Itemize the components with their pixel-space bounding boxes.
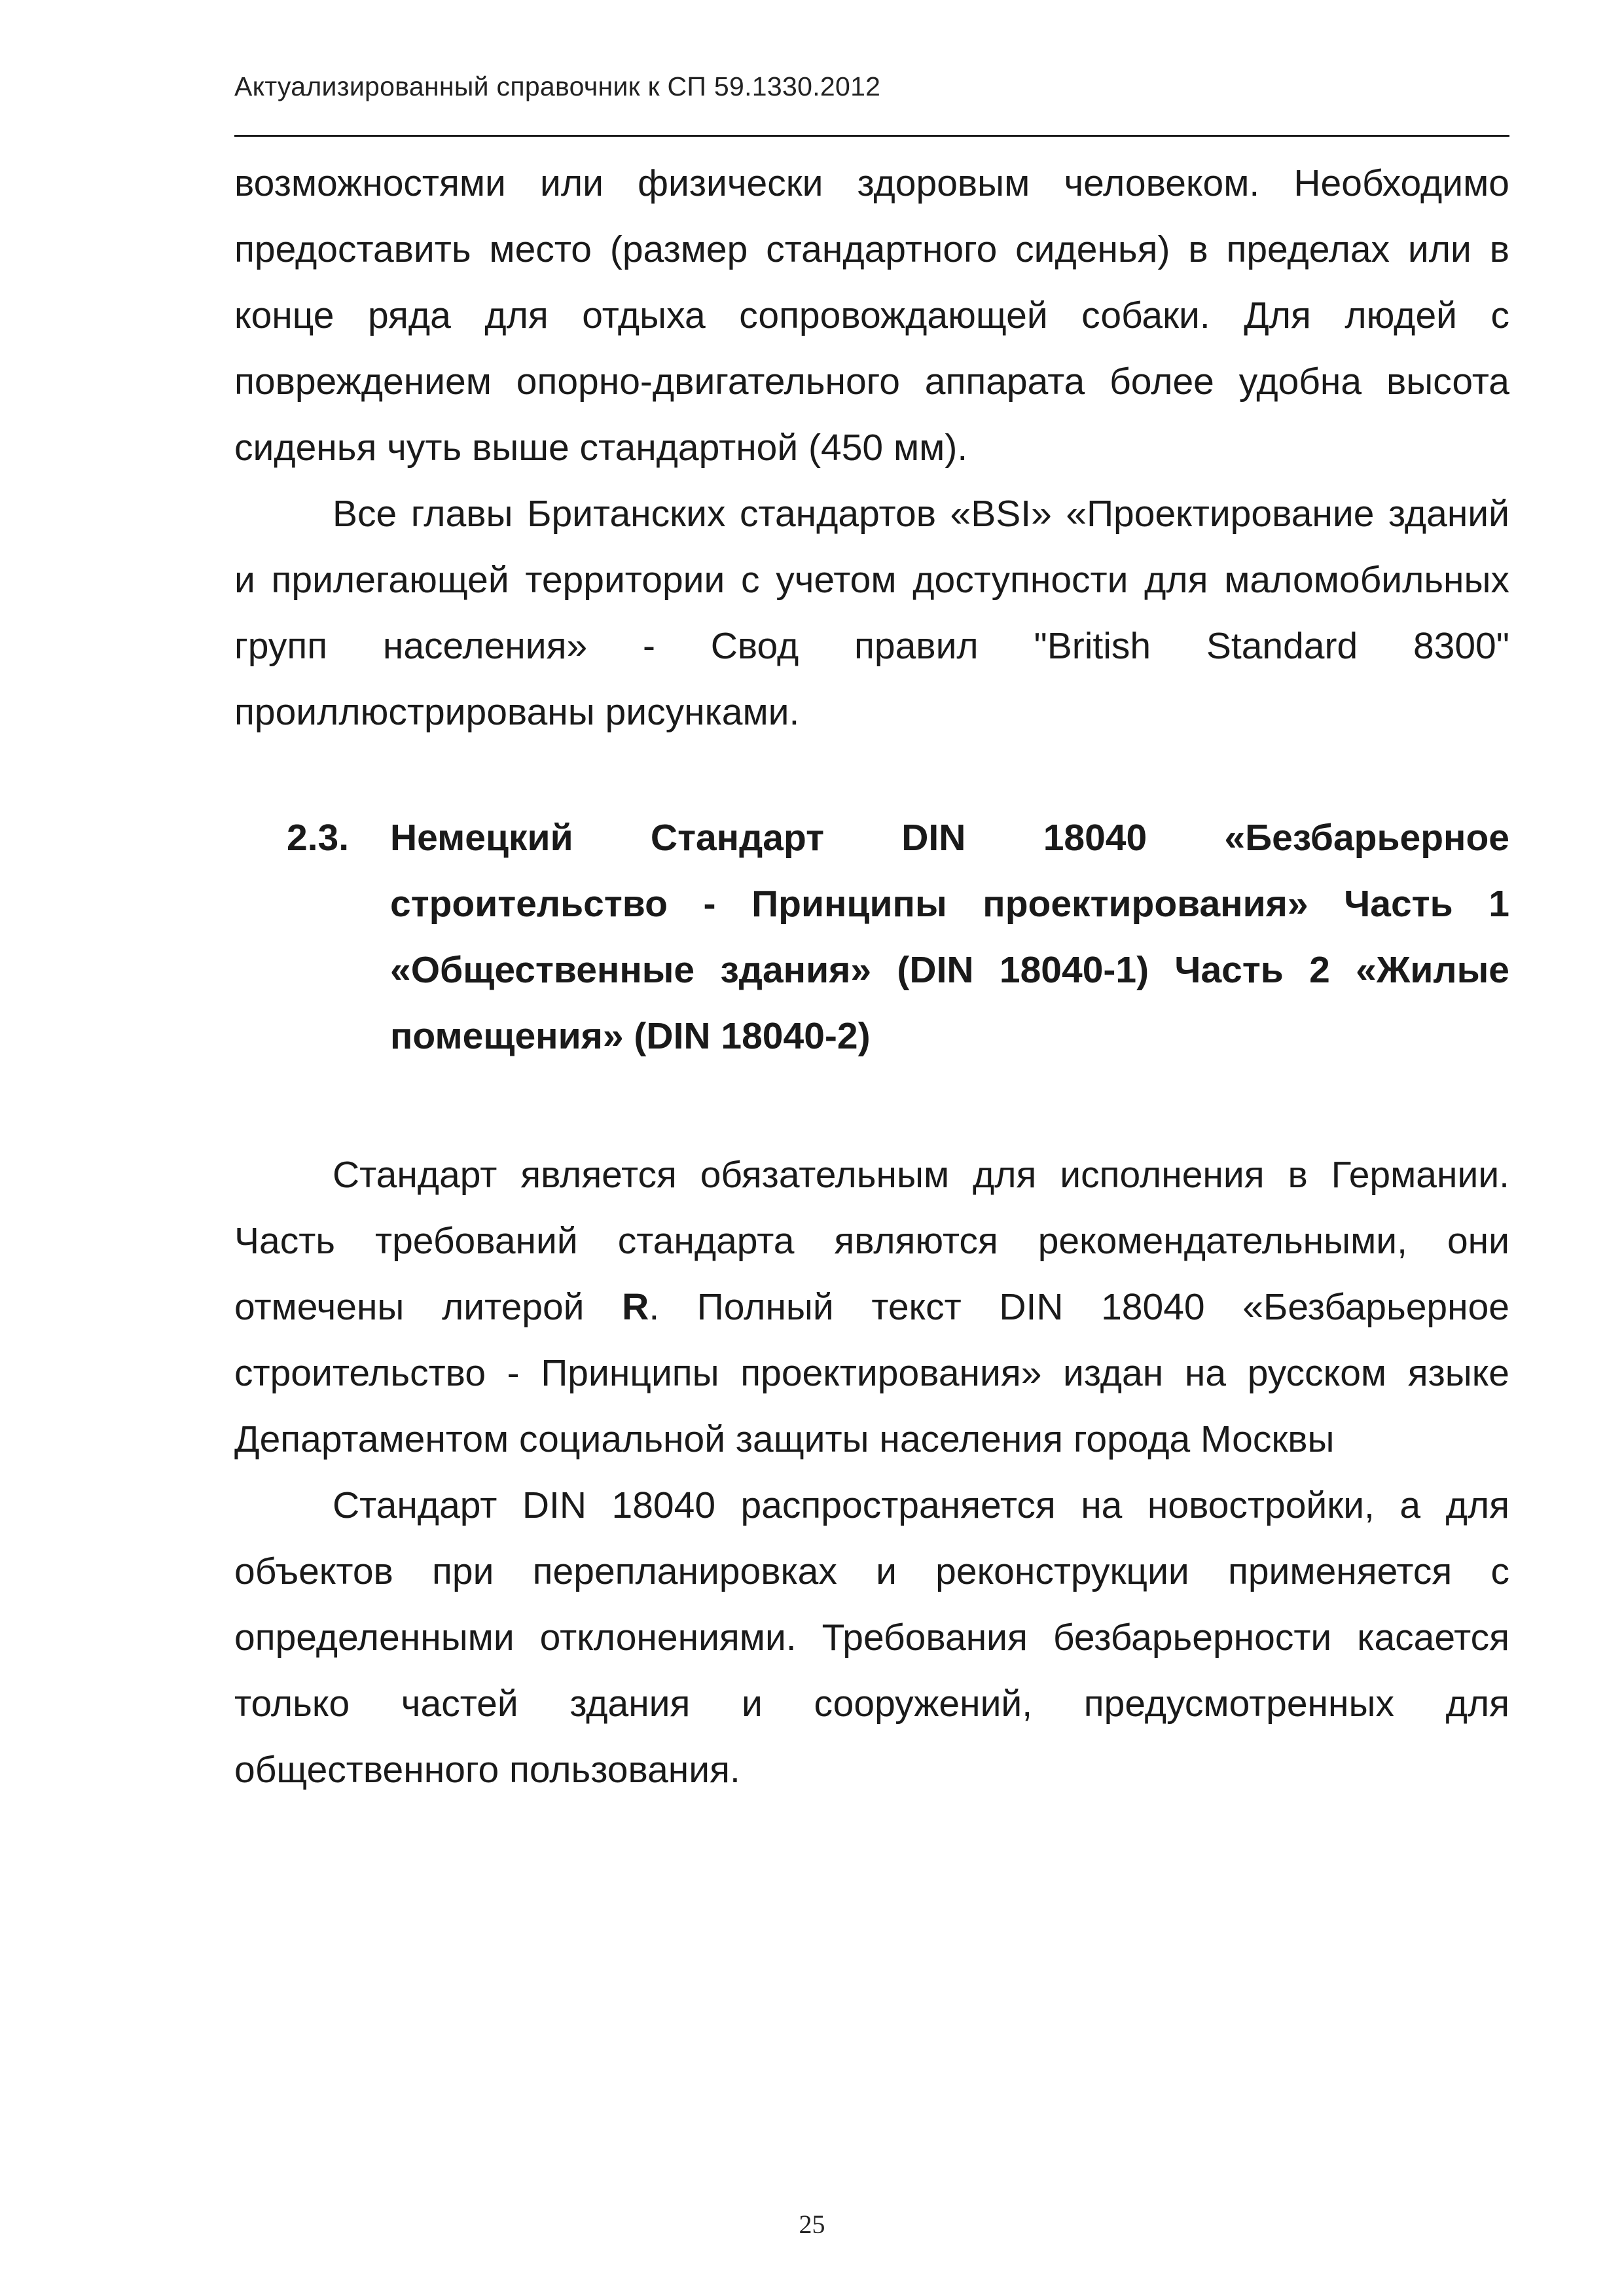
section-heading (287, 805, 1509, 1069)
paragraph-din-mandatory (234, 1142, 1509, 1473)
paragraph-din-scope: Стандарт DIN 18040 распространяется на новостройки, а для объектов при перепланировках и реконструкции применяется с определенными отклонениями. Требования безбарьерности касается только частей здания и сооружений, предусмотренных для общественного пользования. (234, 1484, 1509, 1791)
paragraph-bsi: Все главы Британских стандартов «BSI» «Проектирование зданий и прилегающей территории с учетом доступности для маломобильных групп населения» - Свод правил "British Standard 8300" проиллюстрированы рисунками. (234, 493, 1509, 733)
paragraph-din-text-1: Стандарт является обязательным для исполнения в Германии. Часть требований стандарта являются рекомендательными, они отмечены литерой (234, 1154, 1509, 1328)
section-title: Немецкий Стандарт DIN 18040 «Безбарьерное строительство - Принципы проектирования» Часть 1 «Общественные здания» (DIN 18040-1) Часть 2 «Жилые помещения» (DIN 18040-2) (390, 817, 1509, 1057)
letter-r: R (622, 1286, 649, 1328)
running-header: Актуализированный справочник к СП 59.1330.2012 (234, 71, 881, 101)
header-rule (234, 135, 1509, 137)
section-number: 2.3. (287, 817, 350, 859)
paragraph-din-text-2: . Полный текст DIN 18040 «Безбарьерное строительство - Принципы проектирования» издан на русском языке Департаментом социальной защиты населения города Москвы (234, 1286, 1509, 1460)
paragraph-continuation: возможностями или физически здоровым человеком. Необходимо предоставить место (размер стандартного сиденья) в пределах или в конце ряда для отдыха сопровождающей собаки. Для людей с повреждением опорно-двигательного аппарата более удобна высота сиденья чуть выше стандартной (450 мм). (234, 162, 1509, 469)
page-number: 25 (799, 2210, 825, 2239)
